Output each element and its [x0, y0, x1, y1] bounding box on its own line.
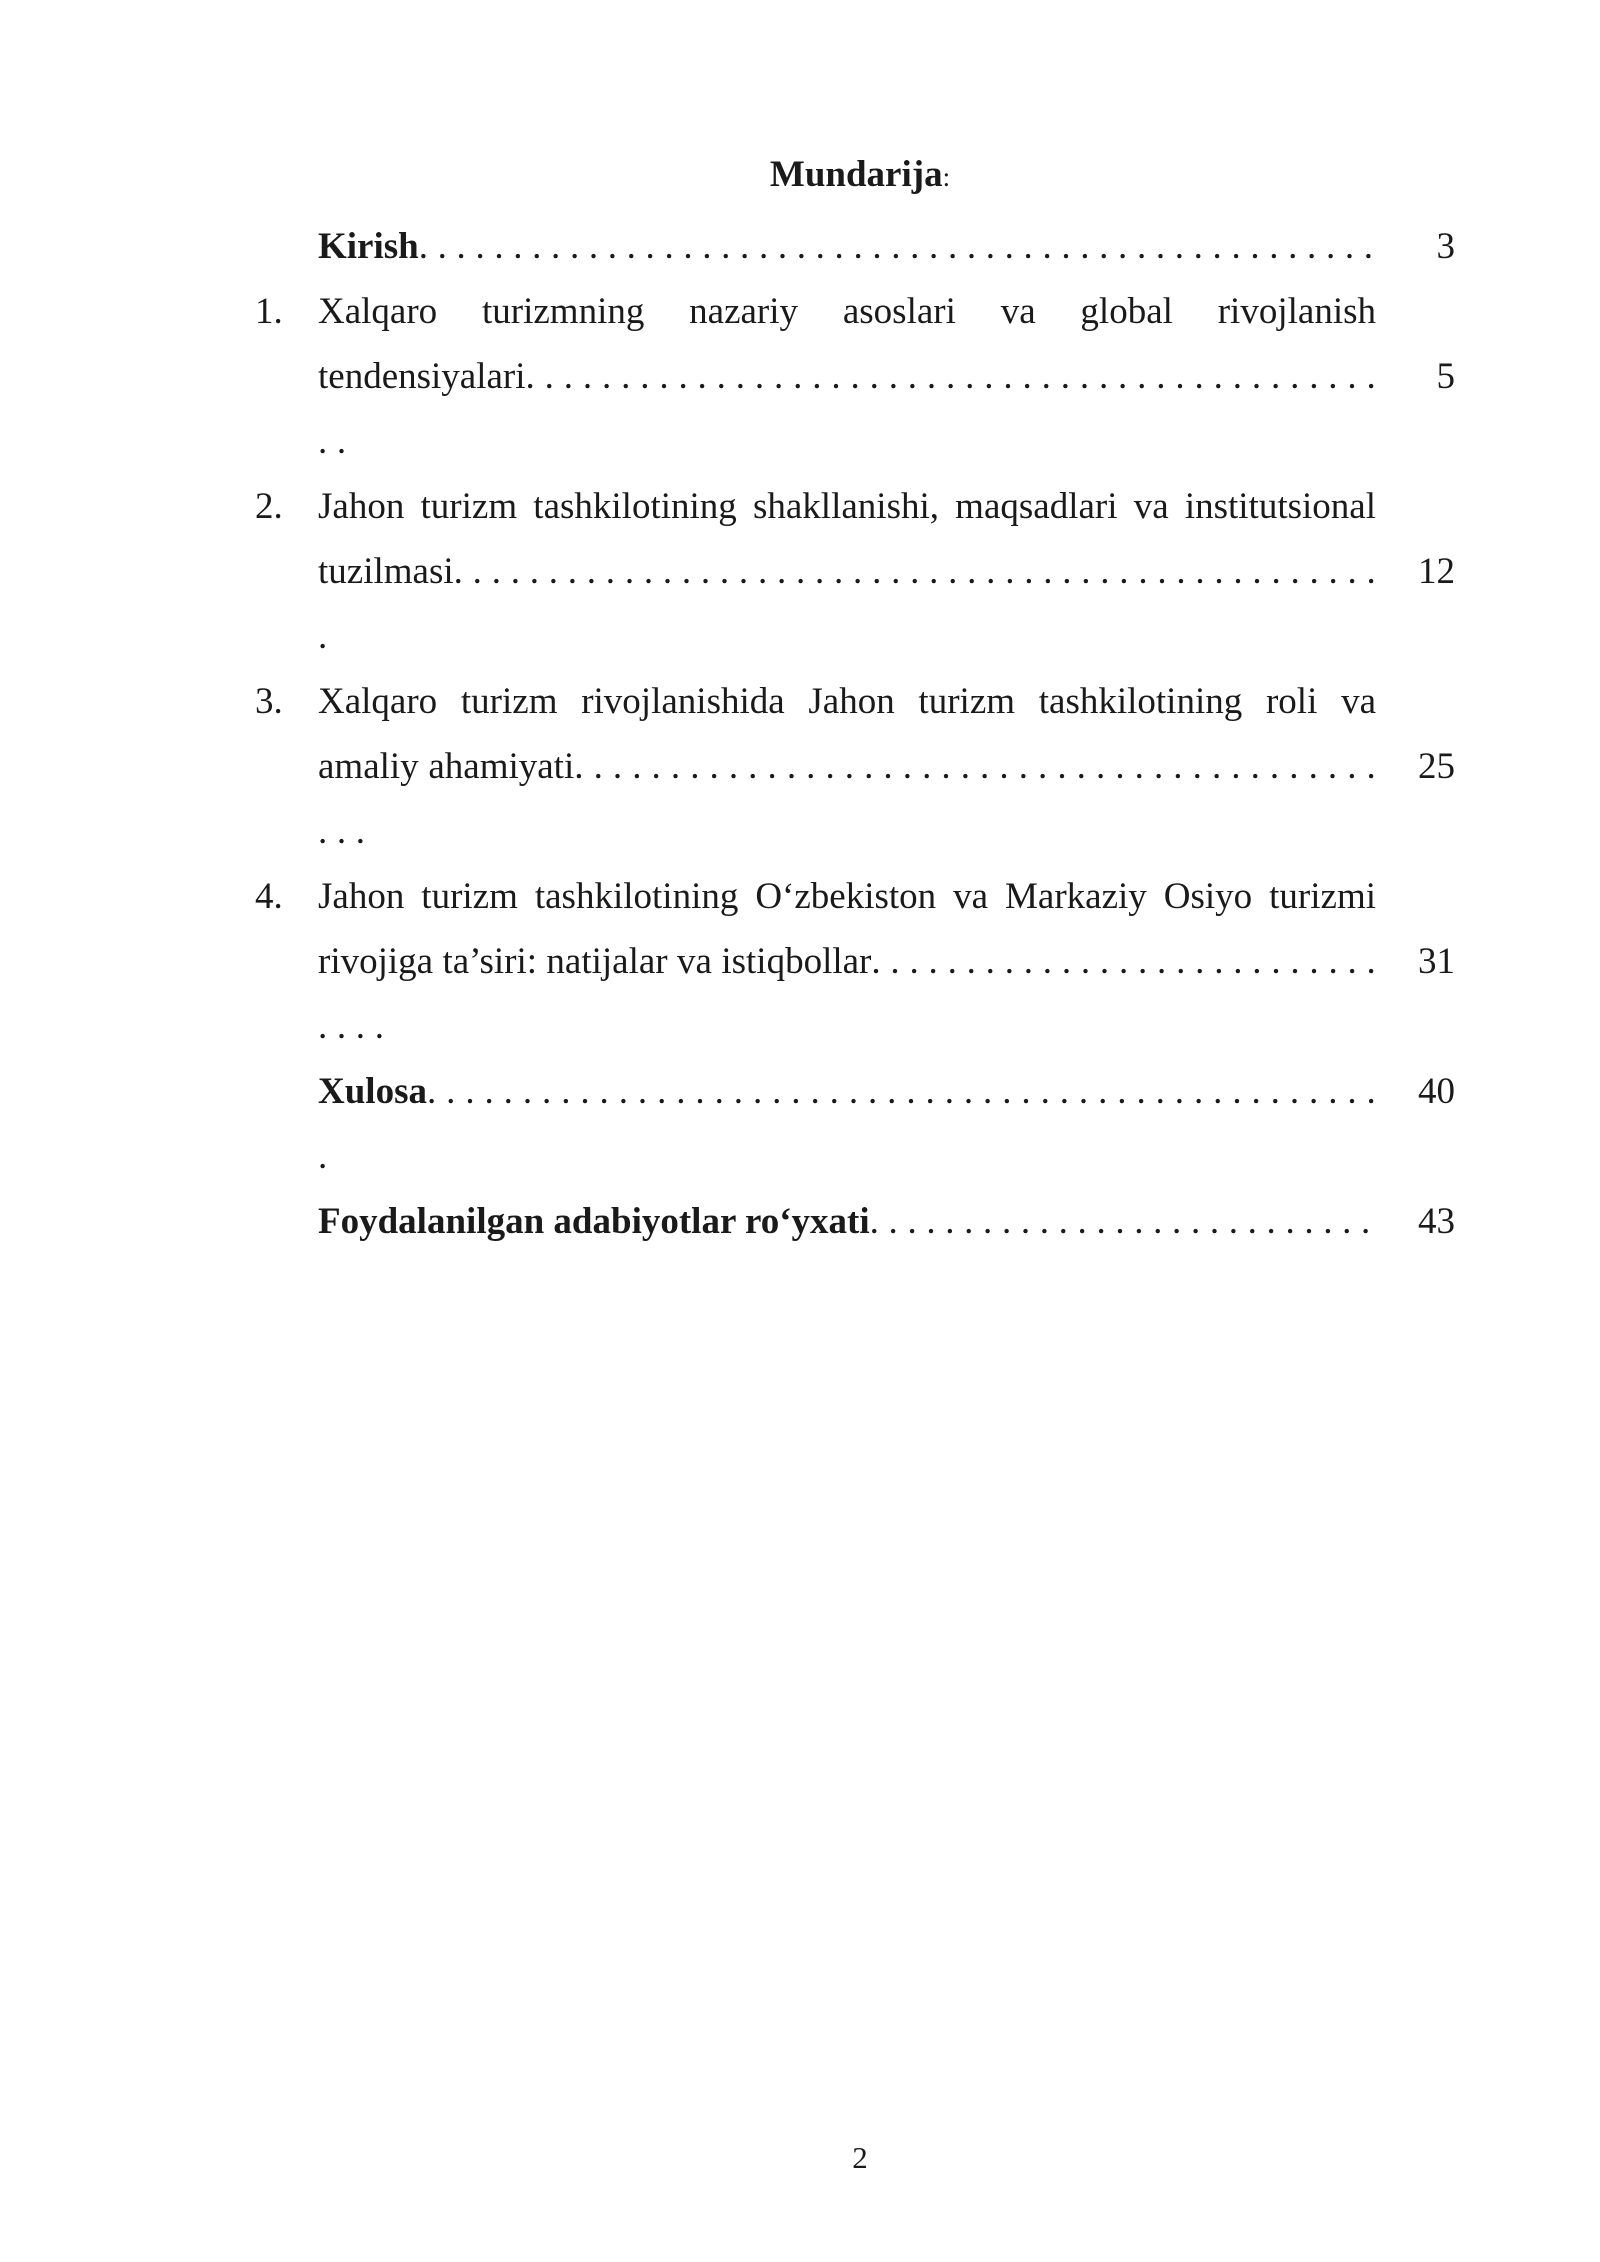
- toc-entry-introduction[interactable]: [255, 214, 1455, 279]
- toc-entry-number: 3.: [255, 681, 283, 722]
- toc-heading-text: Mundarija: [769, 154, 943, 195]
- toc-page-ref: 40: [1418, 1071, 1455, 1112]
- toc-leader-dots: . . . . . . . . . . . . . . . . . . . . . . . . . . . . . . . . . . . . . . . . . . . . . . . . . .: [318, 551, 1376, 657]
- toc-leader-dots: . . . . . . . . . . . . . . . . . . . . . . . . . . . . . . . . . . . . . . . . . . . . . . .: [318, 356, 1376, 462]
- toc-entry-references[interactable]: [255, 1189, 1455, 1254]
- toc-page-ref: 31: [1418, 941, 1455, 982]
- toc-entry-title: Jahon turizm tashkilotining O‘zbekiston va Markaziy Osiyo turizmi rivojiga ta’siri: natijalar va istiqbollar: [318, 876, 1376, 982]
- toc-entry-chapter-4[interactable]: [255, 864, 1455, 1059]
- toc-entry-text: [318, 1189, 1376, 1254]
- toc-entry-title: Xulosa: [318, 1071, 427, 1112]
- toc-entry-title: Foydalanilgan adabiyotlar ro‘yxati: [318, 1201, 870, 1242]
- table-of-contents: [255, 214, 1455, 1254]
- toc-leader-dots: . . . . . . . . . . . . . . . . . . . . . . . . . . .: [869, 1201, 1371, 1242]
- toc-page-ref: 12: [1418, 551, 1455, 592]
- toc-entry-text: [318, 864, 1376, 1059]
- toc-entry-title: Xalqaro turizmning nazariy asoslari va global rivojlanish tendensiyalari: [318, 291, 1376, 397]
- toc-entry-number: 2.: [255, 486, 283, 527]
- toc-entry-title: Jahon turizm tashkilotining shakllanishi, maqsadlari va institutsional tuzilmasi: [318, 486, 1376, 592]
- toc-entry-conclusion[interactable]: [255, 1059, 1455, 1189]
- page-number: 2: [852, 2140, 868, 2175]
- toc-leader-dots: . . . . . . . . . . . . . . . . . . . . . . . . . . . . . . . . . . . . . . . . . . . . .: [318, 746, 1376, 852]
- toc-entry-chapter-2[interactable]: [255, 474, 1455, 669]
- toc-entry-text: [318, 669, 1376, 864]
- toc-heading: [0, 150, 1600, 202]
- toc-entry-title: Xalqaro turizm rivojlanishida Jahon turizm tashkilotining roli va amaliy ahamiyati: [318, 681, 1376, 787]
- toc-heading-colon: :: [942, 162, 951, 192]
- toc-entry-number: 1.: [255, 291, 283, 332]
- toc-leader-dots: . . . . . . . . . . . . . . . . . . . . . . . . . . . . . . . . . . . . . . . . . . . . . . . . . . .: [418, 226, 1374, 267]
- toc-entry-text: [318, 474, 1376, 669]
- toc-entry-text: [318, 1059, 1376, 1189]
- toc-entry-chapter-3[interactable]: [255, 669, 1455, 864]
- toc-page-ref: 43: [1418, 1201, 1455, 1242]
- toc-page-ref: 25: [1418, 746, 1455, 787]
- toc-entry-title: Kirish: [318, 226, 419, 267]
- toc-page-ref: 3: [1436, 226, 1455, 267]
- toc-entry-text: [318, 214, 1376, 279]
- toc-leader-dots: . . . . . . . . . . . . . . . . . . . . . . . . . . . . . . . . . . . . . . . . . . . . . . . . . . .: [318, 1071, 1376, 1177]
- toc-entry-chapter-1[interactable]: [255, 279, 1455, 474]
- toc-entry-number: 4.: [255, 876, 283, 917]
- toc-page-ref: 5: [1436, 356, 1455, 397]
- toc-leader-dots: . . . . . . . . . . . . . . . . . . . . . . . . . . . . . . .: [318, 941, 1377, 1047]
- toc-entry-text: [318, 279, 1376, 474]
